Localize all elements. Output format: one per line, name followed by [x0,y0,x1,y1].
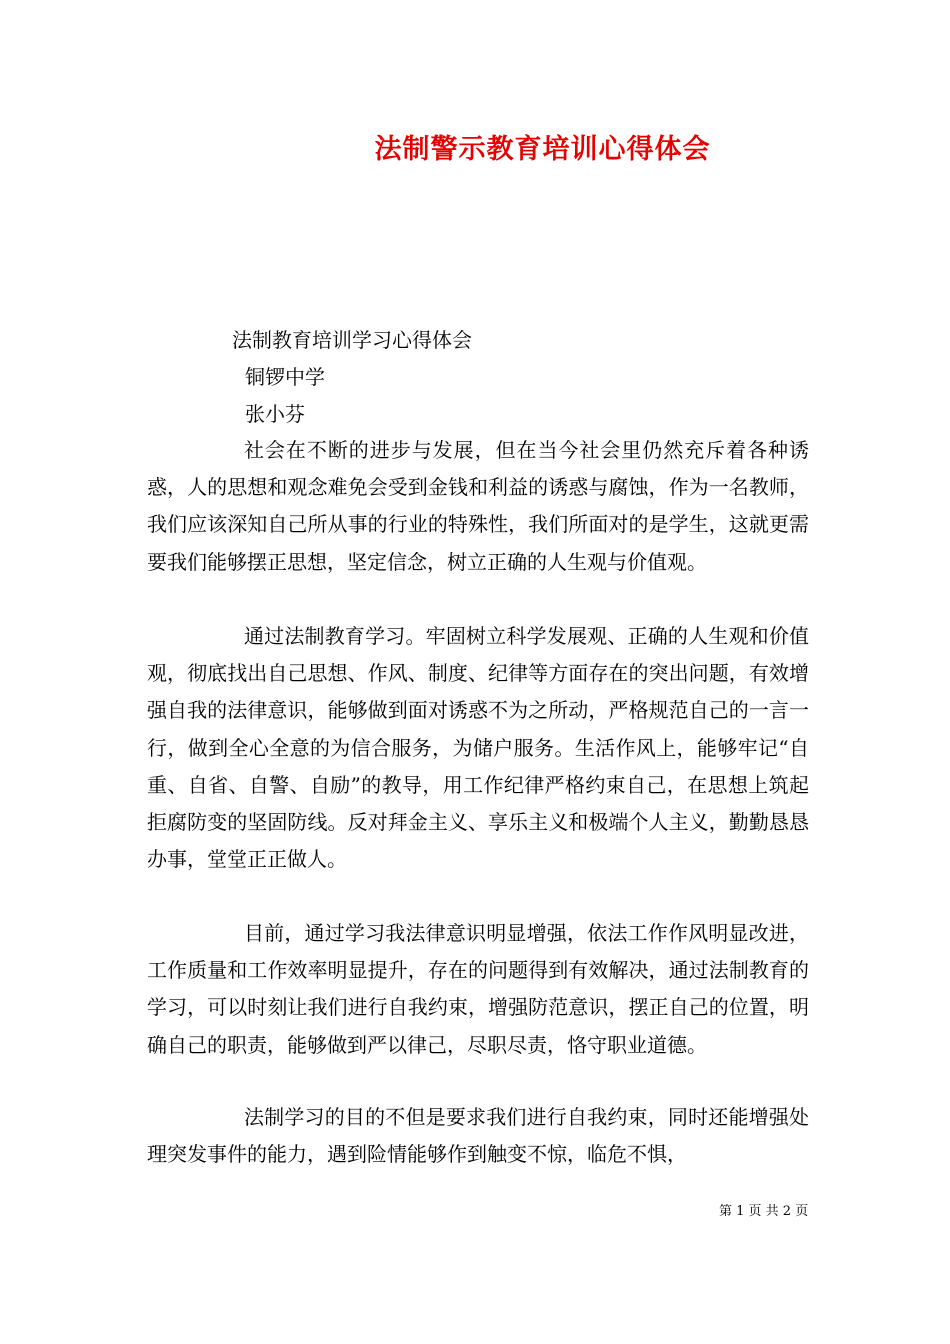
paragraph-2: 通过法制教育学习。牢固树立科学发展观、正确的人生观和价值观，彻底找出自己思想、作风、制度、纪律等方面存在的突出问题，有效增强自我的法律意识，能够做到面对诱惑不为之所动，严格规范自己的一言一行，做到全心全意的为信合服务，为储户服务。生活作风上，能够牢记“自重、自省、自警、自励”的教导，用工作纪律严格约束自己，在思想上筑起拒腐防变的坚固防线。反对拜金主义、享乐主义和极端个人主义，勤勤恳恳办事，堂堂正正做人。 [147,624,809,872]
document-subtitle: 法制教育培训学习心得体会 [232,328,472,352]
school-name: 铜锣中学 [245,365,325,389]
page-number-footer: 第 1 页 共 2 页 [719,1204,809,1219]
page-title: 法制警示教育培训心得体会 [374,134,711,165]
author-name: 张小芬 [245,402,305,426]
paragraph-3: 目前，通过学习我法律意识明显增强，依法工作作风明显改进，工作质量和工作效率明显提升，存在的问题得到有效解决，通过法制教育的学习，可以时刻让我们进行自我约束，增强防范意识，摆正自己的位置，明确自己的职责，能够做到严以律己，尽职尽责，恪守职业道德。 [147,921,809,1057]
paragraph-1: 社会在不断的进步与发展，但在当今社会里仍然充斥着各种诱惑，人的思想和观念难免会受到金钱和利益的诱惑与腐蚀，作为一名教师，我们应该深知自己所从事的行业的特殊性，我们所面对的是学生，这就更需要我们能够摆正思想，坚定信念，树立正确的人生观与价值观。 [147,438,809,574]
paragraph-4: 法制学习的目的不但是要求我们进行自我约束，同时还能增强处理突发事件的能力，遇到险情能够作到触变不惊，临危不惧， [147,1105,809,1167]
